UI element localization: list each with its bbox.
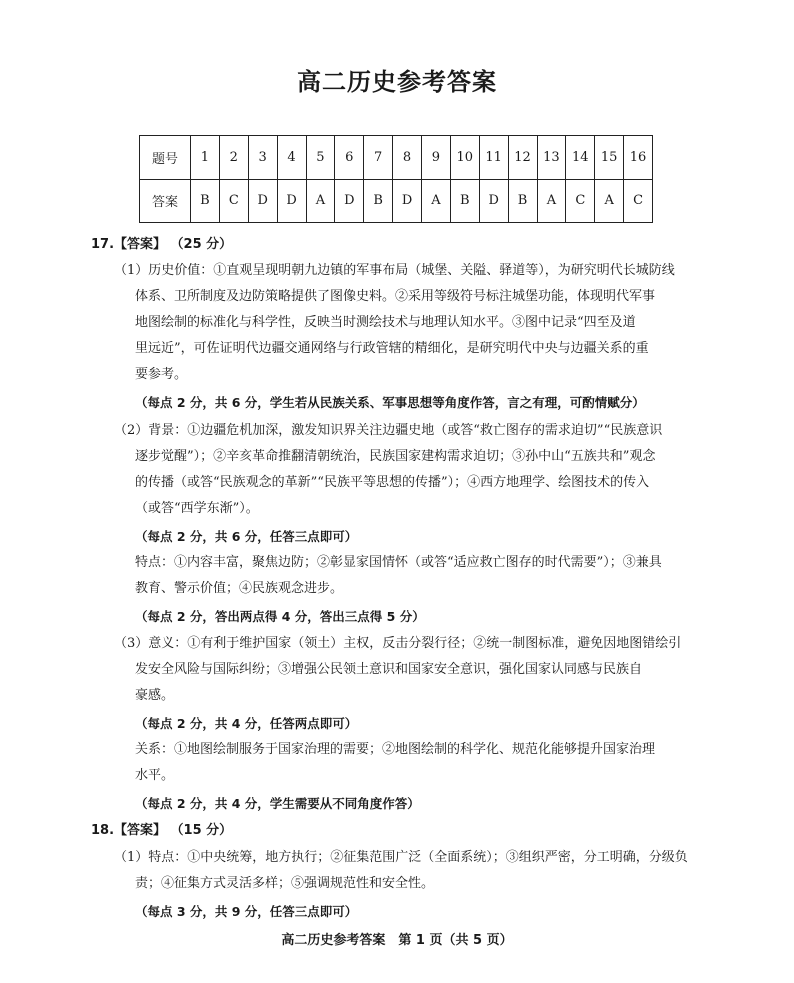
q18-scoring-note: （每点 3 分，共 9 分，任答三点即可）	[135, 904, 358, 919]
table-cell: A	[306, 179, 335, 223]
q17-heading: 17.【答案】 （25 分）	[91, 237, 233, 252]
q17-part1-line: 要参考。	[135, 367, 188, 382]
page-footer: 高二历史参考答案 第 1 页（共 5 页）	[281, 933, 513, 948]
table-cell: A	[595, 179, 624, 223]
q17-scoring-note: （每点 2 分，共 4 分，学生需要从不同角度作答）	[135, 796, 420, 811]
table-cell: C	[624, 179, 653, 223]
table-cell: C	[566, 179, 595, 223]
table-cell: D	[248, 179, 277, 223]
table-cell: 5	[306, 136, 335, 180]
table-cell: D	[335, 179, 364, 223]
table-cell: D	[393, 179, 422, 223]
q17-part3b-line: 水平。	[135, 768, 175, 783]
table-cell: 1	[191, 136, 220, 180]
table-cell: 13	[537, 136, 566, 180]
q17-part1-line: 里远近”，可佐证明代边疆交通网络与行政管辖的精细化，是研究明代中央与边疆关系的重	[135, 341, 649, 356]
q17-scoring-note: （每点 2 分，答出两点得 4 分，答出三点得 5 分）	[135, 609, 425, 624]
q17-part2-line: 逐步觉醒”）；②辛亥革命推翻清朝统治，民族国家建构需求迫切；③孙中山“五族共和”观念	[135, 449, 656, 464]
q17-part3-line: （3）意义：①有利于维护国家（领土）主权，反击分裂行径；②统一制图标准，避免因地图错绘引	[114, 636, 682, 651]
table-header-cell: 题号	[140, 136, 191, 180]
table-cell: 11	[479, 136, 508, 180]
answer-table	[139, 135, 653, 223]
q17-scoring-note: （每点 2 分，共 6 分，学生若从民族关系、军事思想等角度作答，言之有理，可酌情赋分）	[135, 395, 645, 410]
table-cell: A	[537, 179, 566, 223]
table-cell: 16	[624, 136, 653, 180]
q17-part3-line: 豪感。	[135, 688, 175, 703]
table-cell: 8	[393, 136, 422, 180]
page-title: 高二历史参考答案	[297, 68, 497, 96]
table-cell: 4	[277, 136, 306, 180]
table-cell: B	[364, 179, 393, 223]
table-row-numbers	[140, 136, 653, 180]
q17-part2b-line: 教育、警示价值；④民族观念进步。	[135, 581, 344, 596]
q18-part1-line: （1）特点：①中央统筹，地方执行；②征集范围广泛（全面系统）；③组织严密，分工明确，分级负	[114, 850, 688, 865]
q17-part2-line: （或答“西学东渐”）。	[135, 501, 259, 516]
table-cell: 15	[595, 136, 624, 180]
table-cell: D	[479, 179, 508, 223]
table-cell: 9	[422, 136, 451, 180]
table-header-cell: 答案	[140, 179, 191, 223]
q17-part2b-line: 特点：①内容丰富，聚焦边防；②彰显家国情怀（或答“适应救亡图存的时代需要”）；③兼具	[135, 555, 662, 570]
q17-scoring-note: （每点 2 分，共 4 分，任答两点即可）	[135, 716, 358, 731]
table-cell: C	[219, 179, 248, 223]
q17-part3-line: 发安全风险与国际纠纷；③增强公民领土意识和国家安全意识，强化国家认同感与民族自	[135, 662, 643, 677]
table-cell: 6	[335, 136, 364, 180]
table-cell: 7	[364, 136, 393, 180]
table-cell: D	[277, 179, 306, 223]
q17-scoring-note: （每点 2 分，共 6 分，任答三点即可）	[135, 529, 358, 544]
q18-heading: 18.【答案】 （15 分）	[91, 823, 233, 838]
table-cell: 14	[566, 136, 595, 180]
table-cell: 10	[450, 136, 479, 180]
table-cell: 3	[248, 136, 277, 180]
table-cell: 2	[219, 136, 248, 180]
q17-part1-line: 地图绘制的标准化与科学性，反映当时测绘技术与地理认知水平。③图中记录“四至及道	[135, 315, 636, 330]
q17-part2-line: （2）背景：①边疆危机加深，激发知识界关注边疆史地（或答“救亡图存的需求迫切”“民族意识	[114, 423, 663, 438]
table-row-answers	[140, 179, 653, 223]
q17-part1-line: 体系、卫所制度及边防策略提供了图像史料。②采用等级符号标注城堡功能，体现明代军事	[135, 289, 656, 304]
table-cell: 12	[508, 136, 537, 180]
table-cell: B	[508, 179, 537, 223]
table-cell: B	[191, 179, 220, 223]
q17-part3b-line: 关系：①地图绘制服务于国家治理的需要；②地图绘制的科学化、规范化能够提升国家治理	[135, 742, 656, 757]
table-cell: A	[422, 179, 451, 223]
q17-part1-line: （1）历史价值：①直观呈现明朝九边镇的军事布局（城堡、关隘、驿道等），为研究明代长城防线	[114, 263, 675, 278]
q17-part2-line: 的传播（或答“民族观念的革新”“民族平等思想的传播”）；④西方地理学、绘图技术的传入	[135, 475, 650, 490]
q18-part1-line: 责；④征集方式灵活多样；⑤强调规范性和安全性。	[135, 876, 435, 891]
table-cell: B	[450, 179, 479, 223]
